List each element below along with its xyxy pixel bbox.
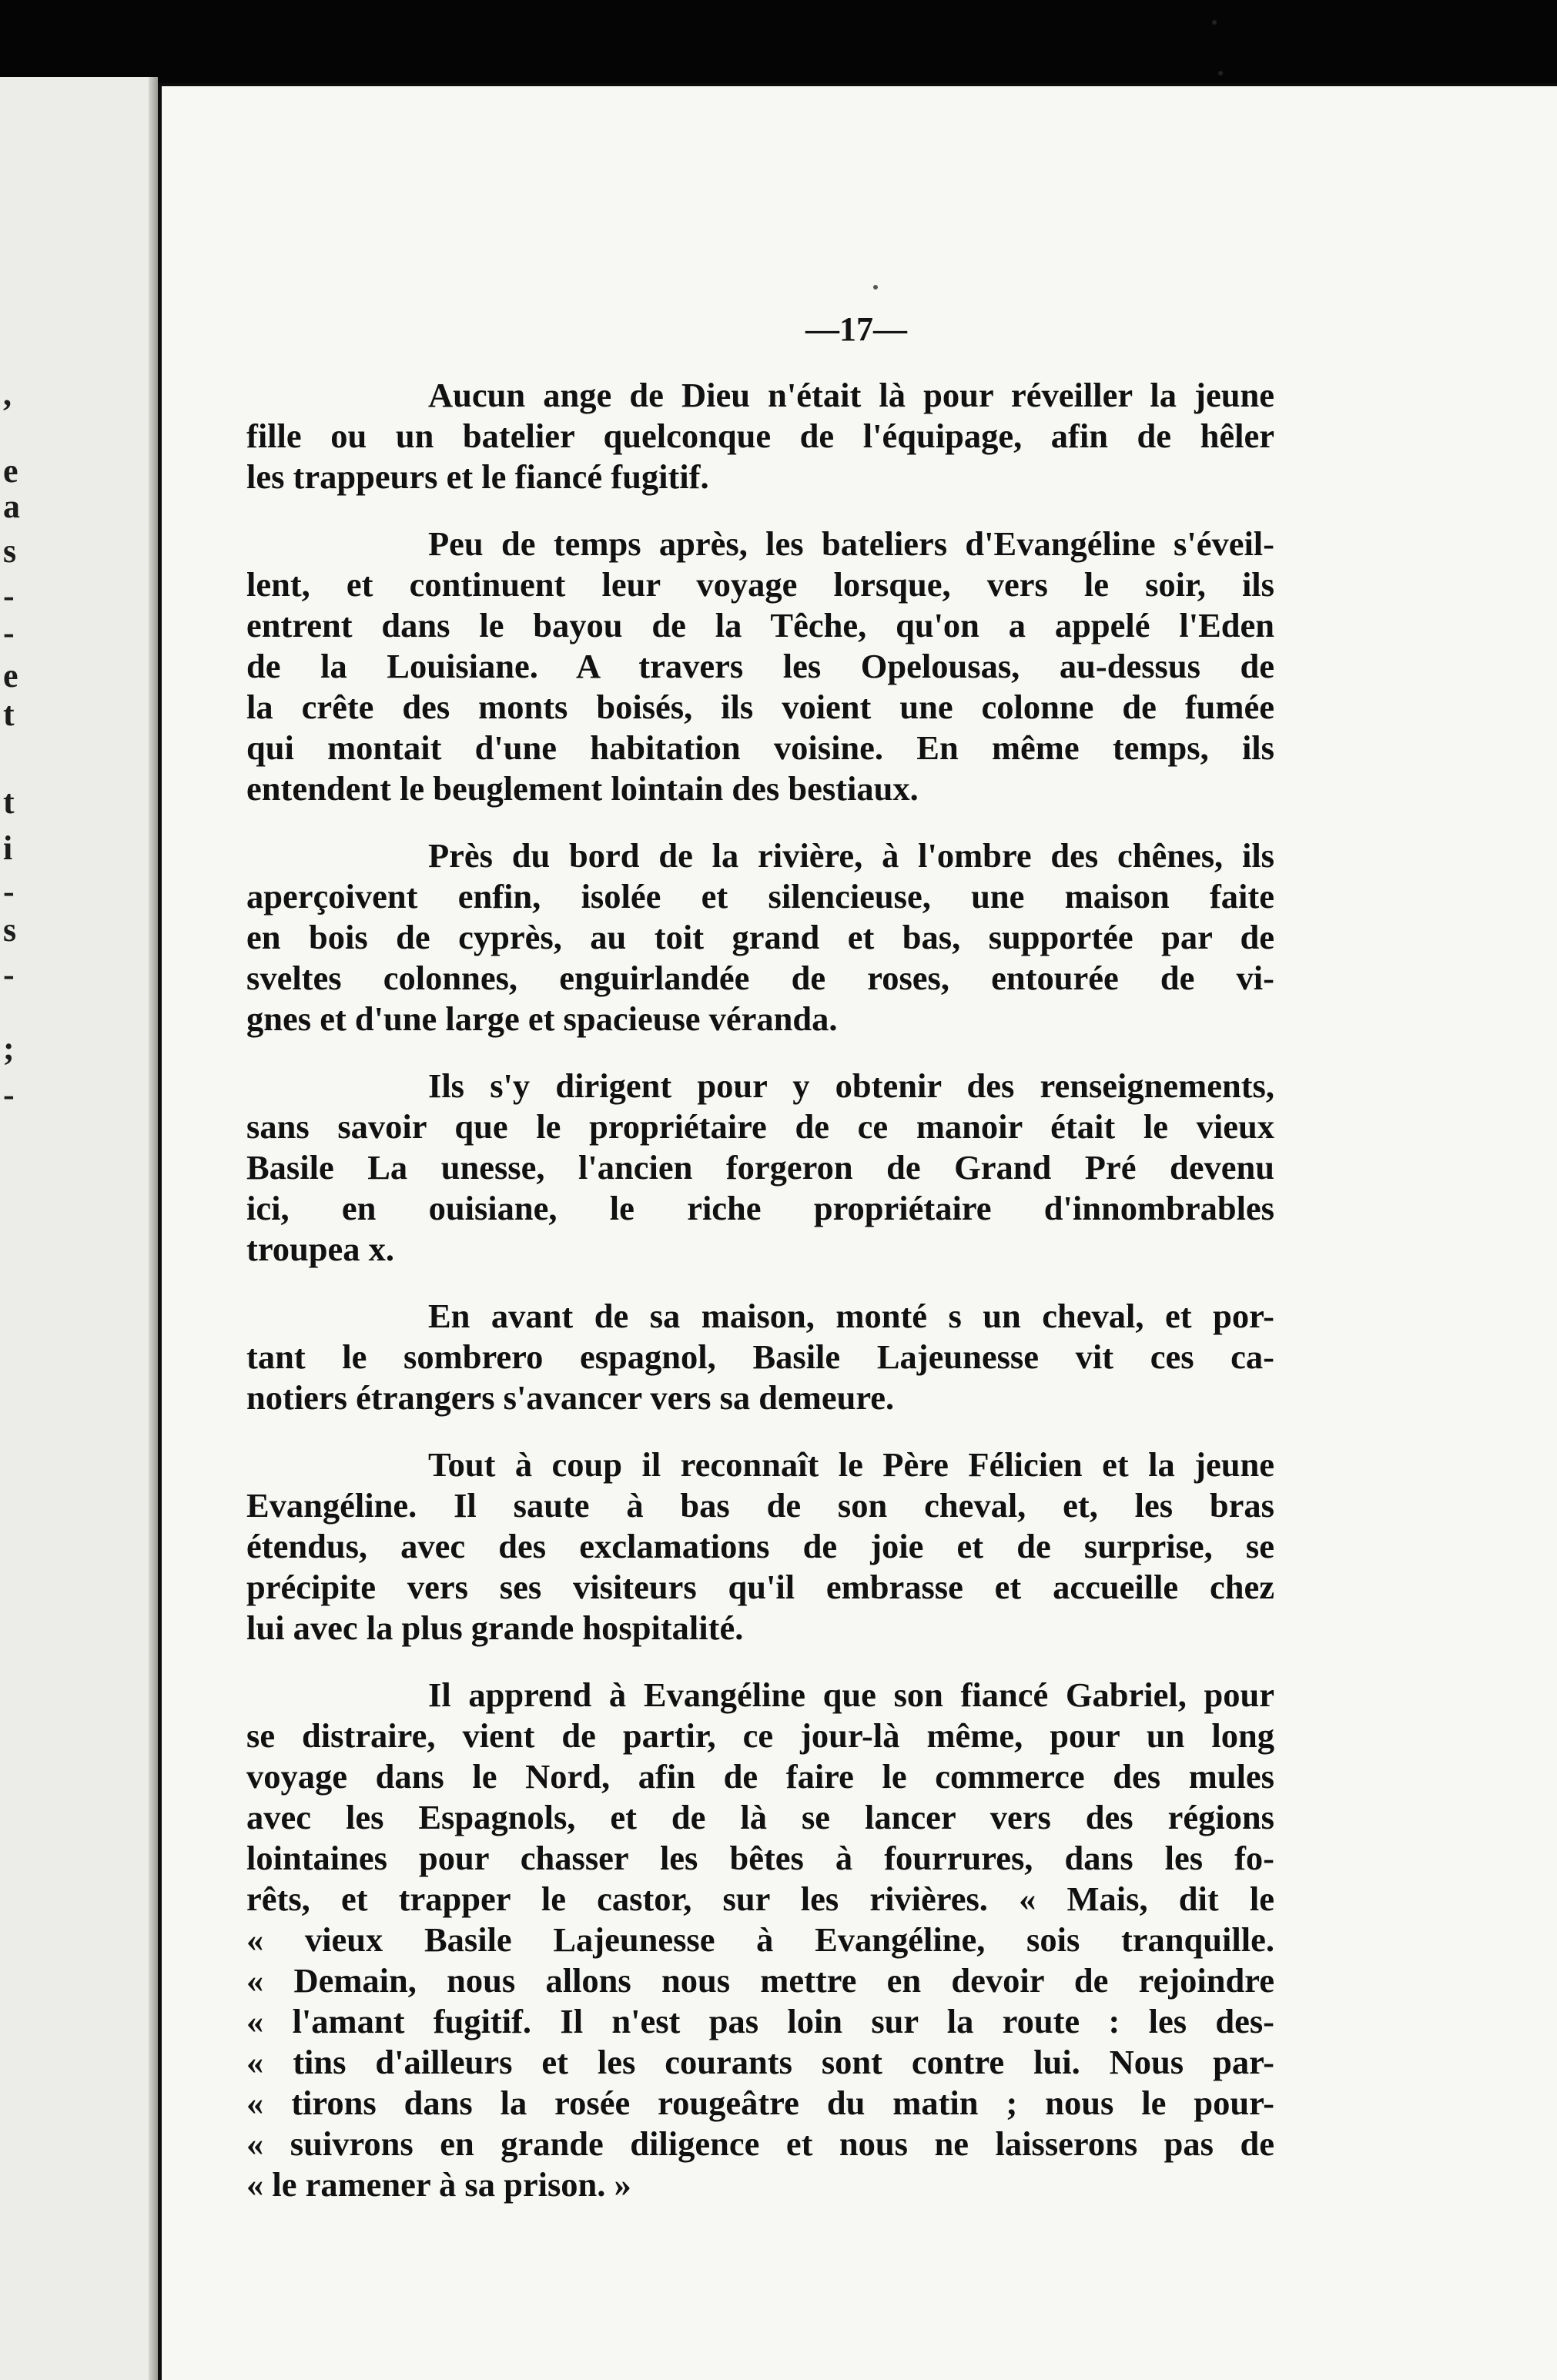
text-line: gnes et d'une large et spacieuse véranda. [246, 999, 838, 1038]
text-line: sans savoir que le propriétaire de ce manoir était le vieux [246, 1107, 1274, 1146]
page-body-text [246, 375, 1274, 2231]
text-line: la crête des monts boisés, ils voient une colonne de fumée [246, 688, 1274, 726]
text-line: tant le sombrero espagnol, Basile Lajeunesse vit ces ca- [246, 1337, 1274, 1376]
text-line: avec les Espagnols, et de là se lancer vers des régions [246, 1798, 1274, 1836]
paragraph [246, 1444, 1274, 1649]
text-line: se distraire, vient de partir, ce jour-là même, pour un long [246, 1716, 1274, 1755]
previous-page-fragment: - [3, 1076, 15, 1113]
previous-page-fragment: s [3, 532, 17, 570]
text-line: Tout à coup il reconnaît le Père Félicien et la jeune [428, 1445, 1274, 1484]
text-line: « le ramener à sa prison. » [246, 2165, 631, 2204]
text-line: ici, en ouisiane, le riche propriétaire d'innombrables [246, 1189, 1274, 1227]
previous-page-fragment: , [3, 375, 12, 413]
previous-page-text-fragments [0, 77, 158, 2380]
text-line: En avant de sa maison, monté s un cheval, et por- [428, 1297, 1274, 1335]
text-line: entendent le beuglement lointain des bestiaux. [246, 769, 919, 808]
previous-page-fragment: t [3, 695, 15, 733]
text-line: « tirons dans la rosée rougeâtre du matin ; nous le pour- [246, 2084, 1274, 2122]
previous-page-fragment: - [3, 577, 15, 614]
text-line: en bois de cyprès, au toit grand et bas, supportée par de [246, 918, 1274, 956]
previous-page-fragment: e [3, 452, 18, 490]
scan-top-border [0, 0, 1557, 83]
text-line: Il apprend à Evangéline que son fiancé Gabriel, pour [428, 1675, 1274, 1714]
text-line: voyage dans le Nord, afin de faire le commerce des mules [246, 1757, 1274, 1796]
scan-speck [1212, 20, 1217, 25]
text-line: sveltes colonnes, enguirlandée de roses, entourée de vi- [246, 959, 1274, 997]
paragraph [246, 1066, 1274, 1270]
previous-page-fragment: t [3, 783, 15, 821]
paragraph [246, 524, 1274, 809]
previous-page-fragment: - [3, 956, 15, 993]
text-line: Peu de temps après, les bateliers d'Evangéline s'éveil- [428, 524, 1274, 563]
text-line: qui montait d'une habitation voisine. En même temps, ils [246, 728, 1274, 767]
text-line: « tins d'ailleurs et les courants sont contre lui. Nous par- [246, 2043, 1274, 2081]
scan-speck [873, 285, 878, 290]
text-line: étendus, avec des exclamations de joie et de surprise, se [246, 1527, 1274, 1565]
page-number: —17— [805, 310, 907, 348]
text-line: Aucun ange de Dieu n'était là pour réveiller la jeune [428, 376, 1274, 414]
text-line: troupea x. [246, 1230, 395, 1268]
text-line: fille ou un batelier quelconque de l'équipage, afin de hêler [246, 417, 1274, 455]
text-line: entrent dans le bayou de la Têche, qu'on a appelé l'Eden [246, 606, 1274, 644]
paragraph [246, 835, 1274, 1039]
text-line: Evangéline. Il saute à bas de son cheval, et, les bras [246, 1486, 1274, 1525]
text-line: précipite vers ses visiteurs qu'il embrasse et accueille chez [246, 1568, 1274, 1606]
text-line: « vieux Basile Lajeunesse à Evangéline, sois tranquille. [246, 1920, 1274, 1959]
previous-page-fragment: a [3, 487, 20, 525]
previous-page-fragment: ; [3, 1029, 15, 1067]
text-line: lent, et continuent leur voyage lorsque, vers le soir, ils [246, 565, 1274, 604]
paragraph [246, 1296, 1274, 1418]
text-line: Près du bord de la rivière, à l'ombre des chênes, ils [428, 836, 1274, 875]
text-line: lui avec la plus grande hospitalité. [246, 1608, 744, 1647]
previous-page-fragment: s [3, 911, 17, 949]
previous-page-fragment: e [3, 657, 18, 695]
text-line: les trappeurs et le fiancé fugitif. [246, 457, 709, 496]
paragraph [246, 1675, 1274, 2205]
previous-page-edge [0, 77, 158, 2380]
text-line: « suivrons en grande diligence et nous ne laisserons pas de [246, 2124, 1274, 2163]
text-line: Ils s'y dirigent pour y obtenir des renseignements, [428, 1066, 1274, 1105]
book-page [162, 86, 1557, 2380]
previous-page-fragment: i [3, 829, 13, 867]
text-line: lointaines pour chasser les bêtes à fourrures, dans les fo- [246, 1839, 1274, 1877]
text-line: aperçoivent enfin, isolée et silencieuse, une maison faite [246, 877, 1274, 916]
text-line: de la Louisiane. A travers les Opelousas, au-dessus de [246, 647, 1274, 685]
page-gutter [149, 77, 158, 2380]
paragraph [246, 375, 1274, 497]
previous-page-fragment: - [3, 872, 15, 910]
text-line: « l'amant fugitif. Il n'est pas loin sur la route : les des- [246, 2002, 1274, 2040]
text-line: notiers étrangers s'avancer vers sa demeure. [246, 1378, 895, 1417]
scan-speck [1218, 71, 1223, 75]
text-line: rêts, et trapper le castor, sur les rivières. « Mais, dit le [246, 1880, 1274, 1918]
text-line: « Demain, nous allons nous mettre en devoir de rejoindre [246, 1961, 1274, 2000]
text-line: Basile La unesse, l'ancien forgeron de Grand Pré devenu [246, 1148, 1274, 1187]
previous-page-fragment: - [3, 614, 15, 651]
